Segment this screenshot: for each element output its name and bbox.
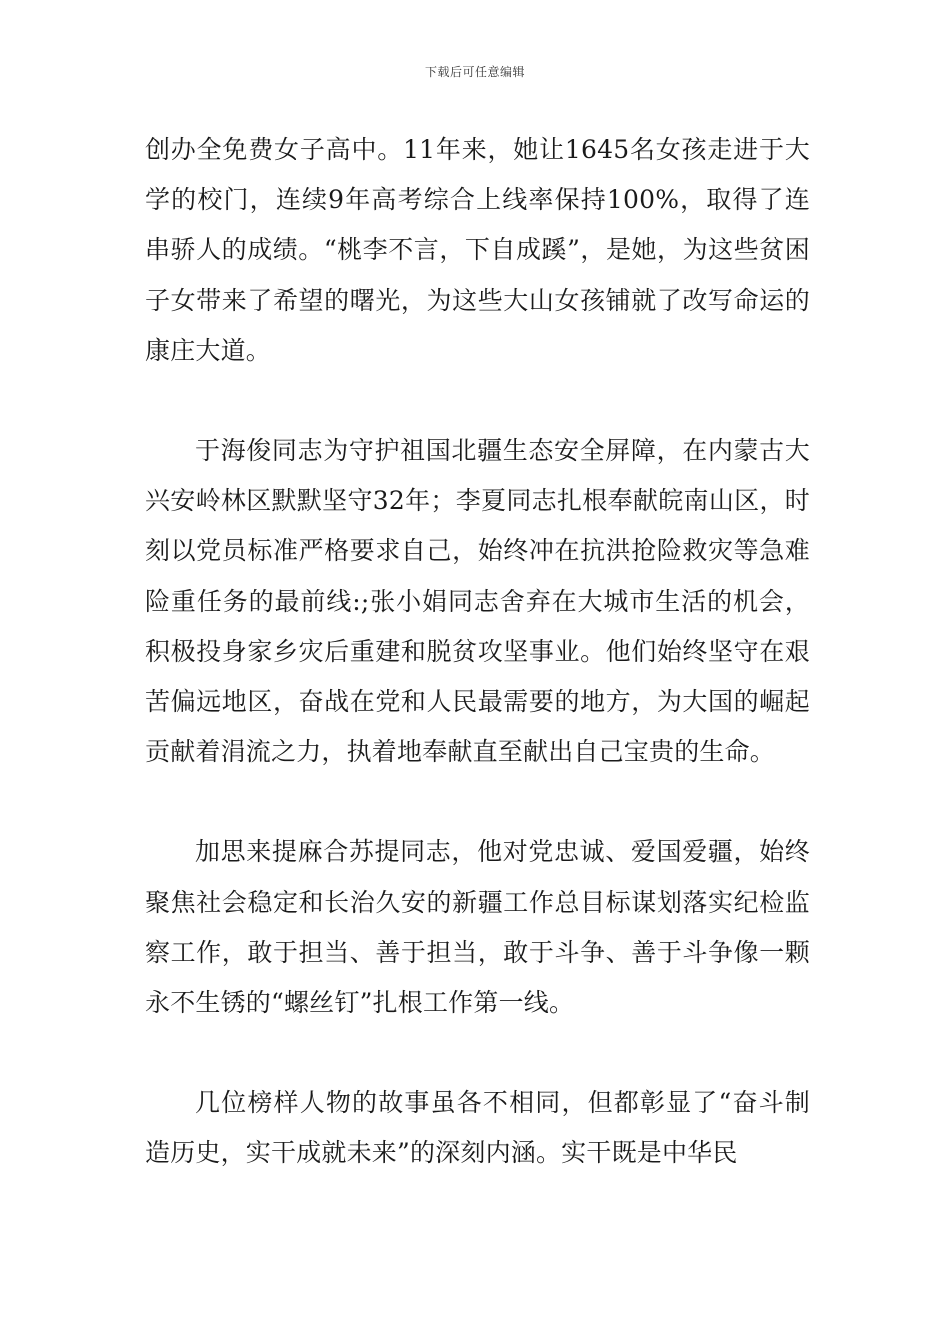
paragraph-2: 于海俊同志为守护祖国北疆生态安全屏障，在内蒙古大兴安岭林区默默坚守32年；李夏同志扎根奉献皖南山区，时刻以党员标准严格要求自己，始终冲在抗洪抢险救灾等急难险重任务的最前线:;张小娟同志舍弃在大城市生活的机会，积极投身家乡灾后重建和脱贫攻坚事业。他们始终坚守在艰苦偏远地区，奋战在党和人民最需要的地方，为大国的崛起贡献着涓流之力，执着地奉献直至献出自己宝贵的生命。 [145,436,810,767]
paragraph-spacer [145,376,810,426]
document-body [145,125,810,1179]
paragraph-4: 几位榜样人物的故事虽各不相同，但都彰显了“奋斗制造历史，实干成就未来”的深刻内涵。实干既是中华民 [145,1088,810,1168]
page-header-note: 下载后可任意编辑 [424,65,525,79]
paragraph-spacer [145,1028,810,1078]
paragraph-3: 加思来提麻合苏提同志，他对党忠诚、爱国爱疆，始终聚焦社会稳定和长治久安的新疆工作总目标谋划落实纪检监察工作，敢于担当、善于担当，敢于斗争、善于斗争像一颗永不生锈的“螺丝钉”扎根工作第一线。 [145,837,810,1018]
paragraph-spacer [145,777,810,827]
paragraph-1: 创办全免费女子高中。11年来，她让1645名女孩走进于大学的校门，连续9年高考综合上线率保持100%，取得了连串骄人的成绩。“桃李不言，下自成蹊”，是她，为这些贫困子女带来了希望的曙光，为这些大山女孩铺就了改写命运的康庄大道。 [145,135,810,365]
